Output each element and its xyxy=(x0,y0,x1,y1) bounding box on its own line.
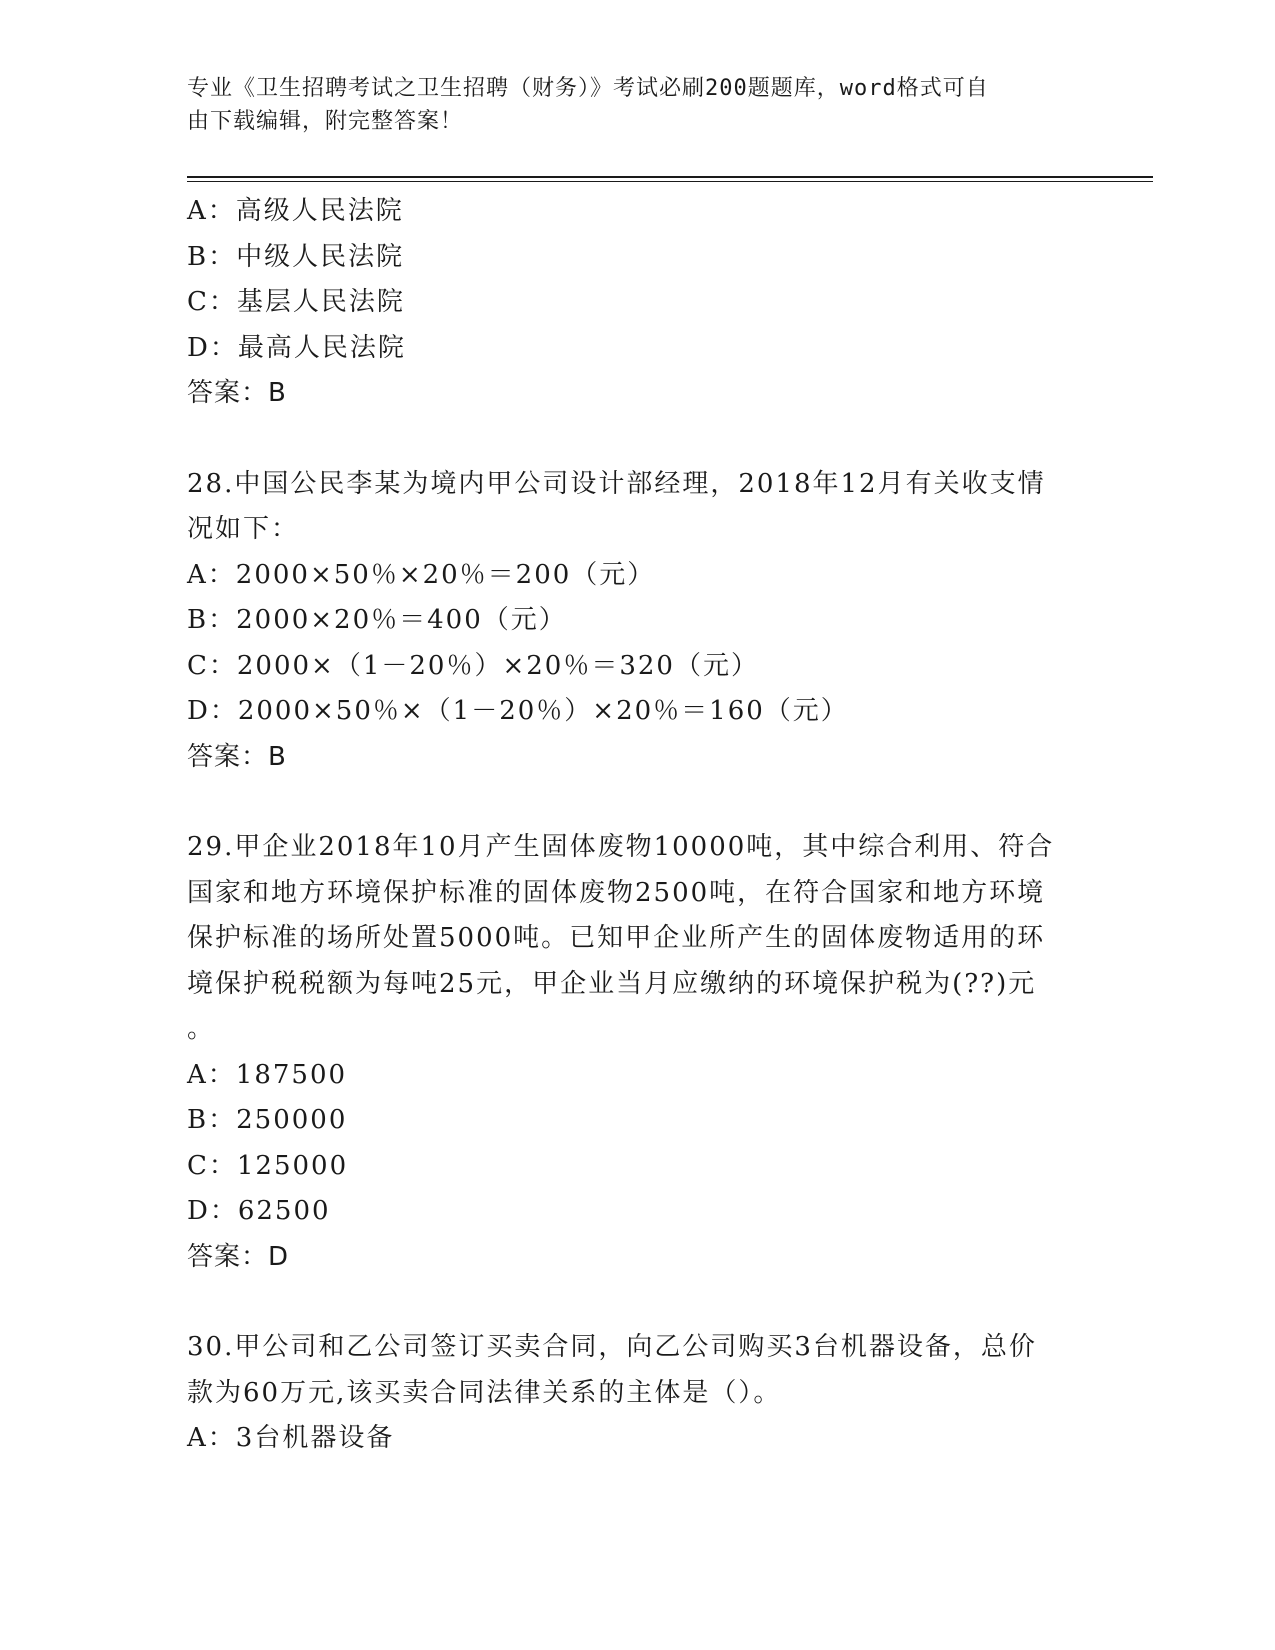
question-stem-line: 29.甲企业2018年10月产生固体废物10000吨，其中综合利用、符合 xyxy=(187,832,1055,862)
option-b: B：250000 xyxy=(187,1105,348,1135)
question-29 xyxy=(187,825,1087,1280)
question-stem-line: 。 xyxy=(187,1014,216,1044)
option-a: A：2000×50％×20％＝200（元） xyxy=(187,559,656,590)
option-c: C：2000×（1－20％）×20％＝320（元） xyxy=(187,650,759,681)
header-divider-thin xyxy=(187,181,1153,182)
option-d: D：62500 xyxy=(187,1196,331,1226)
option-c: C：125000 xyxy=(187,1150,349,1181)
spacer xyxy=(187,1280,1087,1325)
option-a: A：3台机器设备 xyxy=(187,1423,395,1453)
question-stem-line: 30.甲公司和乙公司签订买卖合同，向乙公司购买3台机器设备，总价 xyxy=(187,1332,1037,1362)
answer-label: 答案：B xyxy=(187,378,287,408)
option-b: B：2000×20％＝400（元） xyxy=(187,605,567,635)
option-b: B：中级人民法院 xyxy=(187,241,405,272)
answer-label: 答案：D xyxy=(187,1241,290,1272)
question-stem-line: 况如下： xyxy=(187,514,300,544)
option-c: C：基层人民法院 xyxy=(187,287,405,317)
document-body xyxy=(187,189,1087,1462)
question-stem-line: 保护标准的场所处置5000吨。已知甲企业所产生的固体废物适用的环 xyxy=(187,923,1046,953)
header-line-1: 专业《卫生招聘考试之卫生招聘（财务）》考试必刷200题题库，word格式可自 xyxy=(187,76,989,101)
question-stem-line: 28.中国公民李某为境内甲公司设计部经理，2018年12月有关收支情 xyxy=(187,468,1046,499)
option-a: A：187500 xyxy=(187,1059,348,1090)
spacer xyxy=(187,780,1087,825)
question-stem-line: 款为60万元,该买卖合同法律关系的主体是（）。 xyxy=(187,1377,782,1408)
question-28 xyxy=(187,462,1087,781)
header-divider-thick xyxy=(187,176,1153,178)
option-d: D：2000×50％×（1－20％）×20％＝160（元） xyxy=(187,696,849,726)
document-header xyxy=(187,72,1067,138)
question-stem-line: 国家和地方环境保护标准的固体废物2500吨，在符合国家和地方环境 xyxy=(187,877,1046,908)
header-line-2: 由下载编辑，附完整答案！ xyxy=(187,109,464,134)
question-27 xyxy=(187,189,1087,417)
question-stem-line: 境保护税税额为每吨25元，甲企业当月应缴纳的环境保护税为(??)元 xyxy=(187,968,1037,999)
answer-label: 答案：B xyxy=(187,741,287,772)
option-a: A：高级人民法院 xyxy=(187,196,404,226)
question-30 xyxy=(187,1325,1087,1462)
spacer xyxy=(187,417,1087,462)
option-d: D：最高人民法院 xyxy=(187,332,406,363)
